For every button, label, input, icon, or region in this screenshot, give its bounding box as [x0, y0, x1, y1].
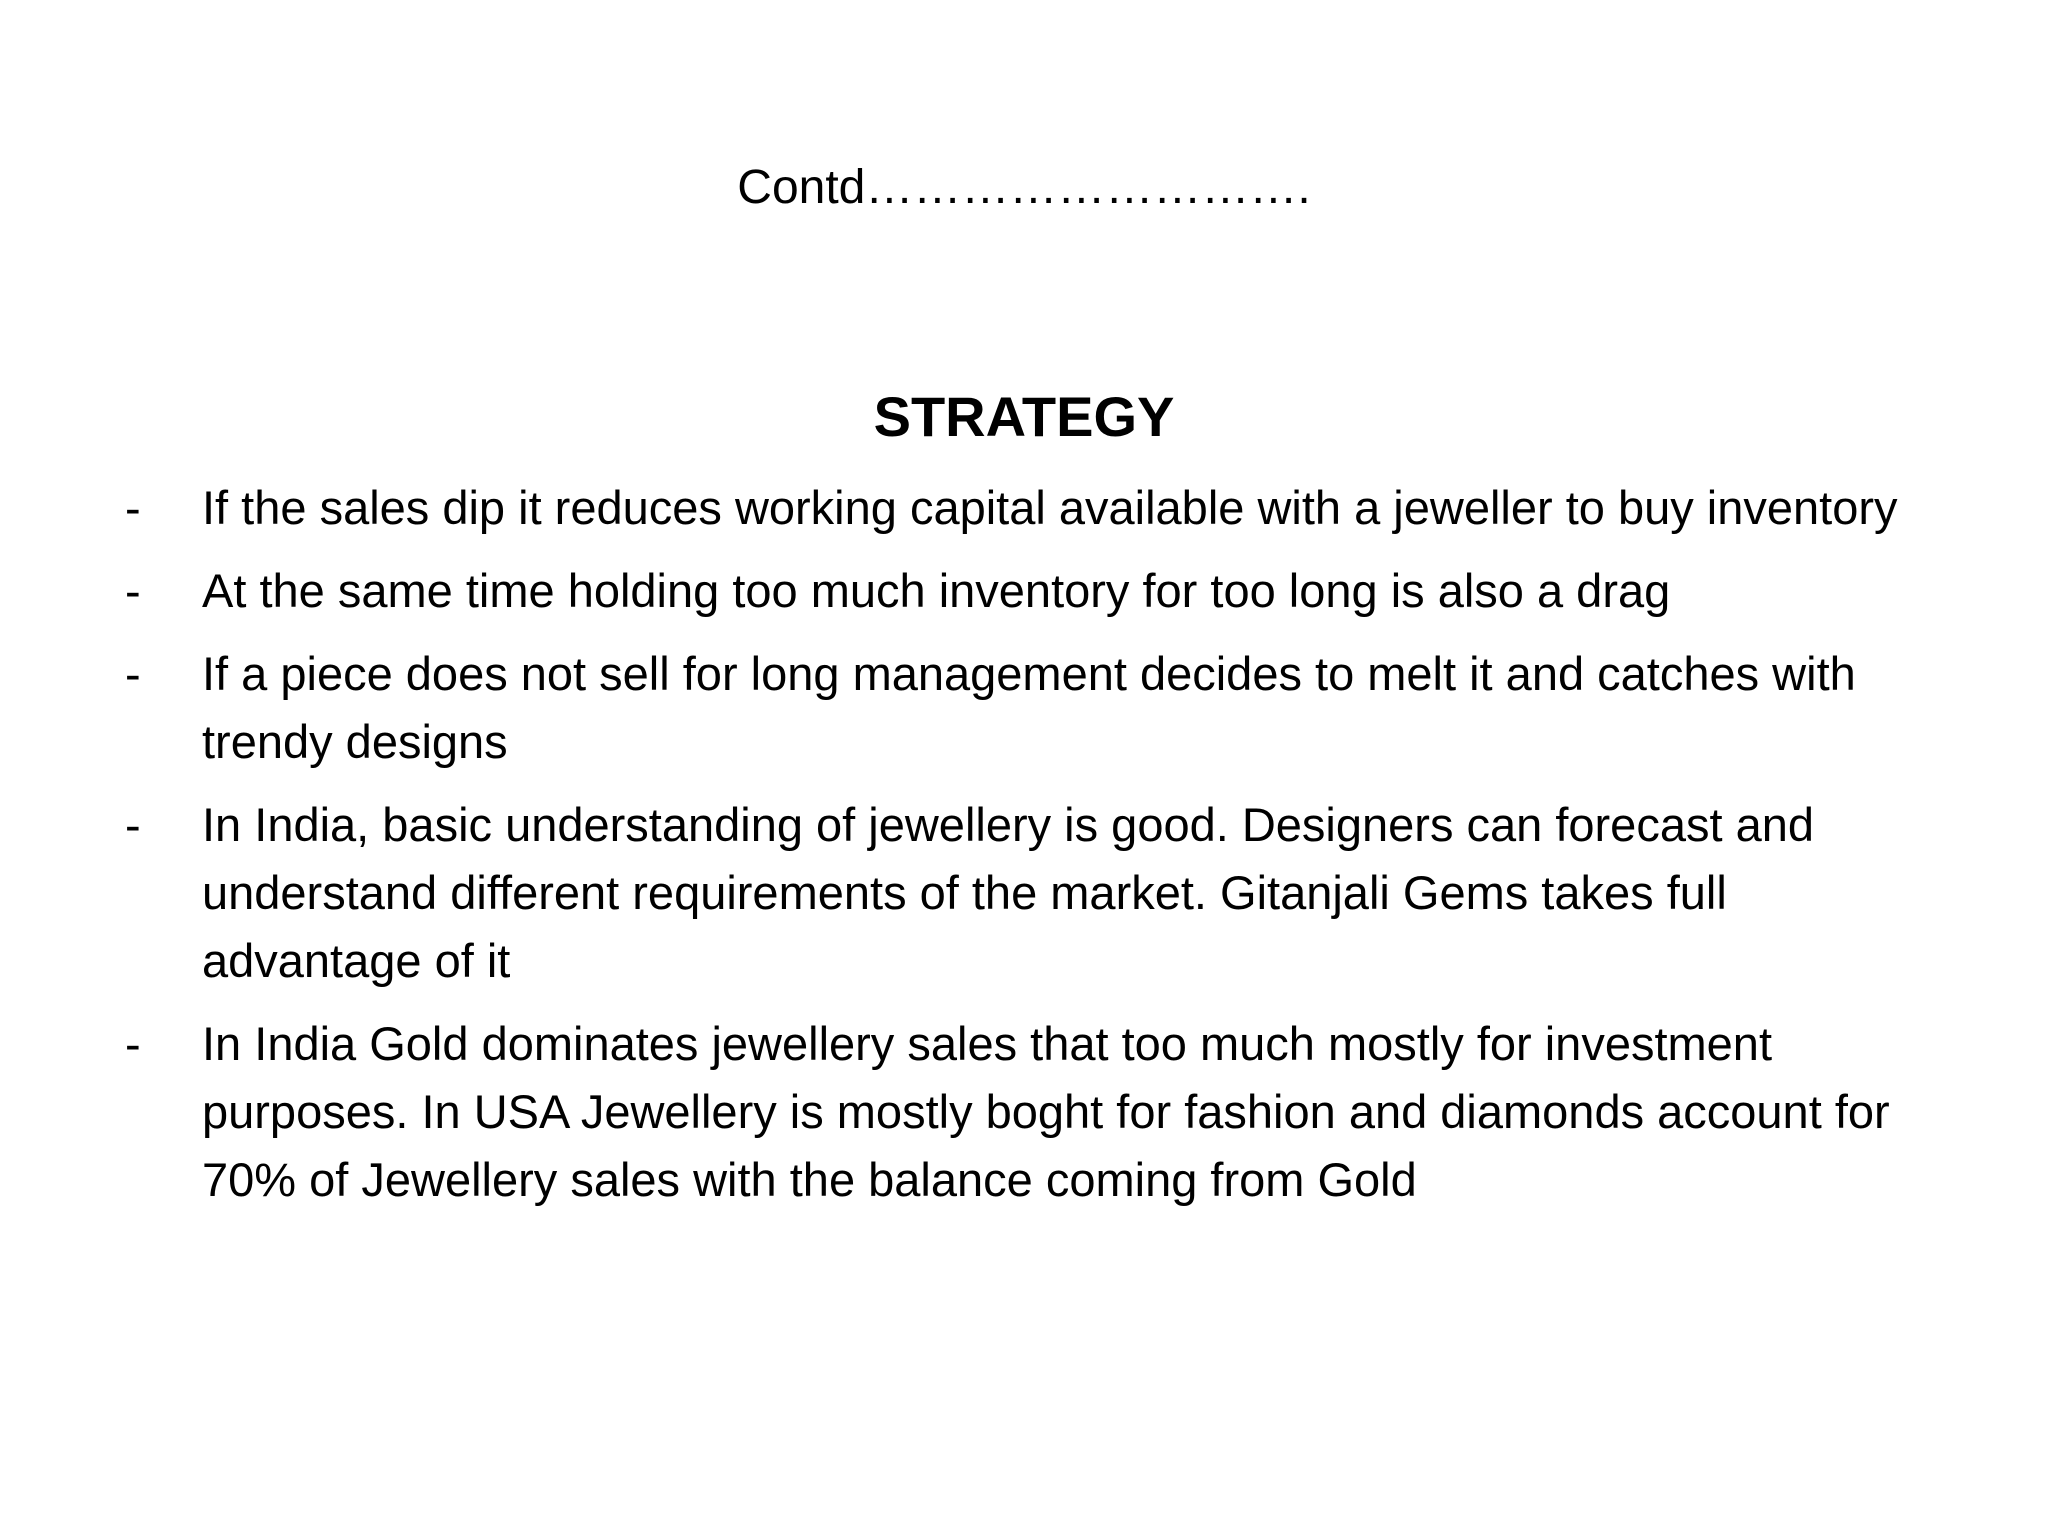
continued-label: Contd……………………….: [737, 161, 1311, 214]
bullet-dash: -: [125, 798, 141, 851]
bullet-text: In India Gold dominates jewellery sales that too much mostly for investment purposes. In USA Jewellery is mostly boght for fashion and diamonds account for 70% of Jewellery sales with the balance coming from Gold: [202, 1017, 1890, 1206]
bullet-dash: -: [125, 481, 141, 534]
bullet-text: In India, basic understanding of jewellery is good. Designers can forecast and understand different requirements of the market. Gitanjali Gems takes full advantage of it: [202, 798, 1814, 987]
bullet-dash: -: [125, 564, 141, 617]
bullet-list: [110, 474, 1910, 1229]
bullet-item-1: [110, 474, 1910, 542]
bullet-item-5: [110, 1010, 1910, 1214]
bullet-item-2: [110, 557, 1910, 625]
bullet-text: If a piece does not sell for long management decides to melt it and catches with trendy designs: [202, 647, 1856, 768]
slide-heading: STRATEGY: [873, 385, 1175, 448]
bullet-dash: -: [125, 1017, 141, 1070]
bullet-text: At the same time holding too much inventory for too long is also a drag: [202, 564, 1671, 617]
bullet-item-4: [110, 791, 1910, 995]
bullet-text: If the sales dip it reduces working capital available with a jeweller to buy inventory: [202, 481, 1898, 534]
bullet-item-3: [110, 640, 1910, 776]
bullet-dash: -: [125, 647, 141, 700]
